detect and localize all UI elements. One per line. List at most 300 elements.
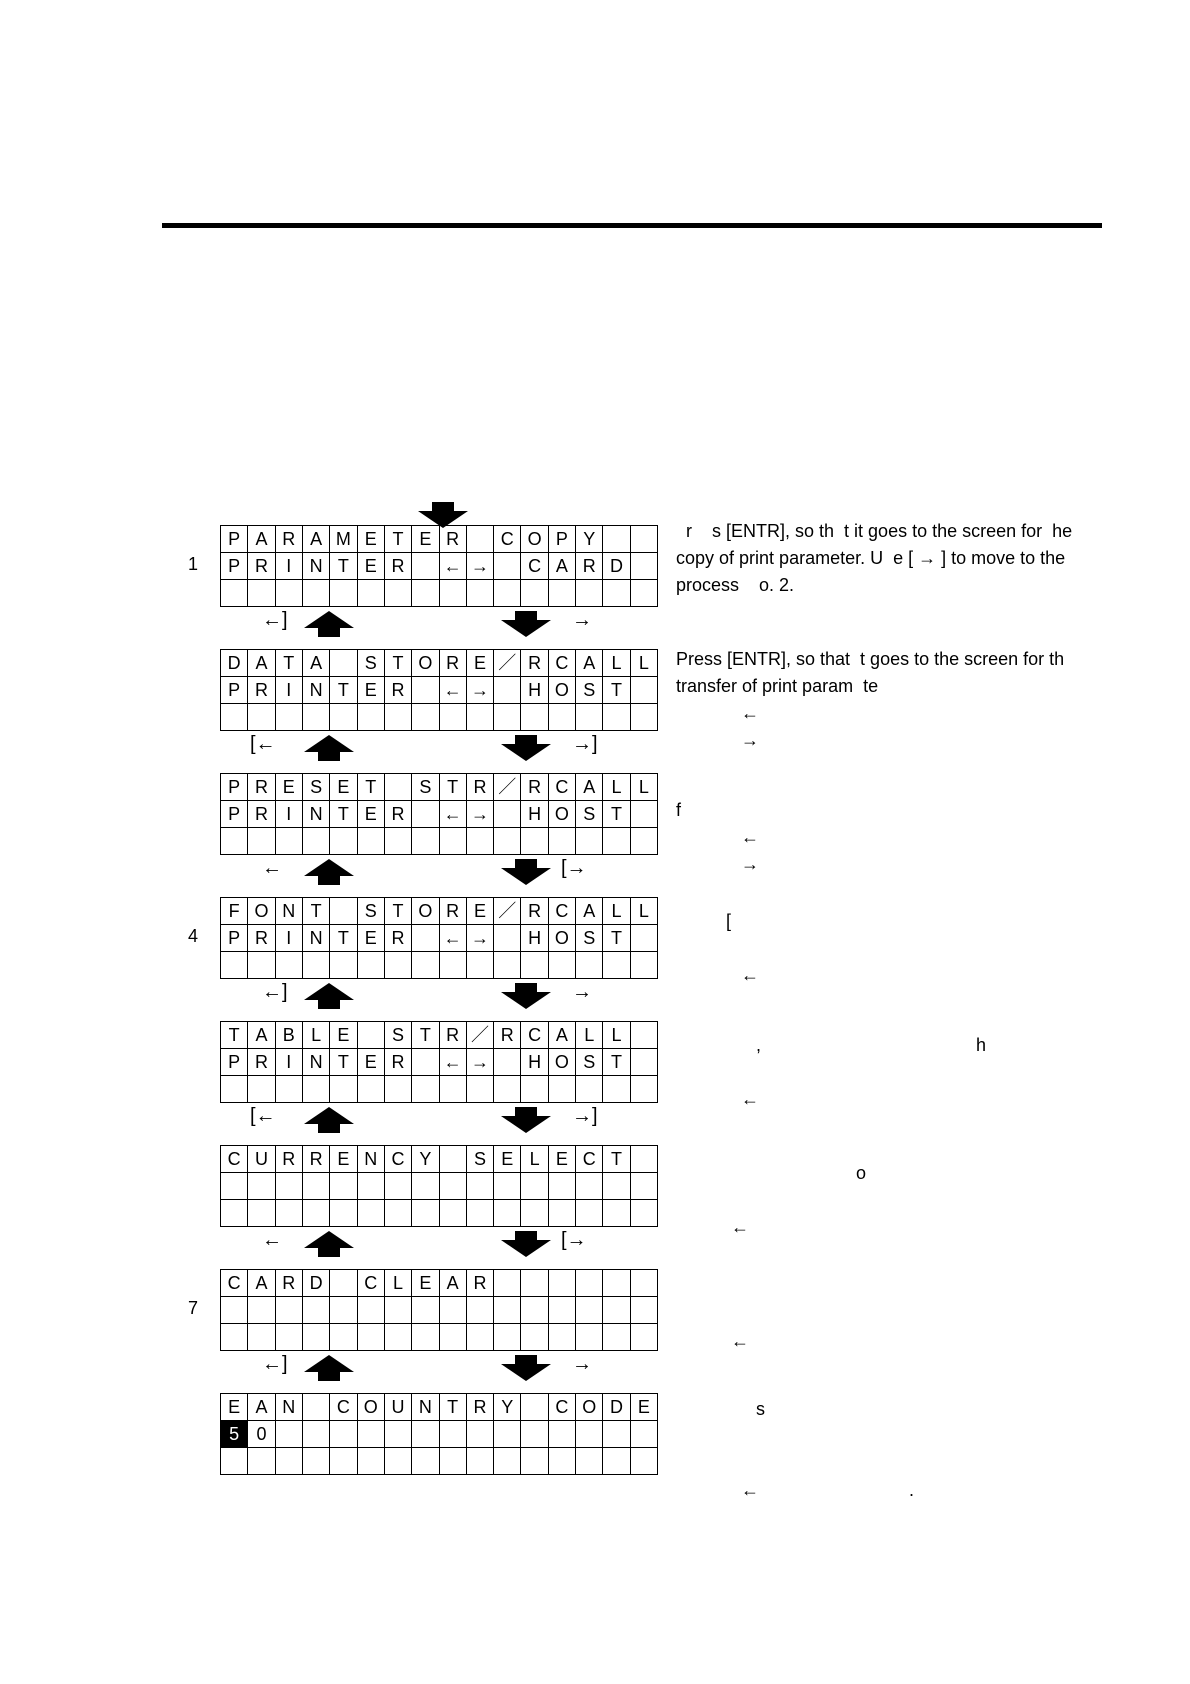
- lcd-cell: [358, 828, 385, 855]
- lcd-cell: [358, 1200, 385, 1227]
- up-arrow-icon: [304, 1355, 354, 1381]
- lcd-cell: [467, 1076, 494, 1103]
- lcd-cell: [412, 704, 439, 731]
- nav-key-left: [←: [250, 1105, 276, 1127]
- lcd-cell: →: [467, 677, 494, 704]
- lcd-cell: T: [330, 1049, 357, 1076]
- lcd-cell: I: [276, 553, 303, 580]
- lcd-cell: [330, 1297, 357, 1324]
- lcd-cell: S: [576, 677, 603, 704]
- lcd-cell: C: [494, 526, 521, 553]
- lcd-cell: [385, 952, 412, 979]
- nav-key-left: ←: [262, 857, 282, 879]
- lcd-cell: [521, 1173, 548, 1200]
- lcd-cell: S: [358, 898, 385, 925]
- lcd-cell: [221, 828, 248, 855]
- lcd-cell: [440, 828, 467, 855]
- lcd-screen: [220, 649, 658, 731]
- lcd-cell: [494, 925, 521, 952]
- lcd-cell: [276, 1297, 303, 1324]
- lcd-cell: [494, 1297, 521, 1324]
- lcd-cell: [248, 952, 275, 979]
- up-arrow-icon: [304, 735, 354, 761]
- lcd-cell: E: [358, 553, 385, 580]
- lcd-cell: [303, 704, 330, 731]
- lcd-cell: [412, 580, 439, 607]
- nav-key-right: →: [572, 1353, 592, 1375]
- header-rule: [162, 223, 1102, 228]
- lcd-cell: [330, 898, 357, 925]
- lcd-cell: [494, 1173, 521, 1200]
- lcd-cell: [221, 1448, 248, 1475]
- lcd-cell: [603, 1270, 630, 1297]
- lcd-cell: [412, 553, 439, 580]
- lcd-cell: [631, 704, 658, 731]
- lcd-cell: Y: [576, 526, 603, 553]
- lcd-cell: [303, 1173, 330, 1200]
- lcd-cell: [631, 1297, 658, 1324]
- lcd-cell: [521, 704, 548, 731]
- lcd-cell: [330, 704, 357, 731]
- lcd-cell: D: [603, 1394, 630, 1421]
- nav-key-left: ←: [262, 1229, 282, 1251]
- lcd-cell: [440, 1324, 467, 1351]
- lcd-cell: [467, 1324, 494, 1351]
- nav-key-left: [←: [250, 733, 276, 755]
- step-number: 4: [188, 926, 199, 946]
- lcd-cell: T: [330, 801, 357, 828]
- lcd-cell: [494, 704, 521, 731]
- lcd-cell: [358, 1421, 385, 1448]
- lcd-cell: R: [248, 774, 275, 801]
- lcd-cell: E: [494, 1146, 521, 1173]
- lcd-cell: T: [330, 553, 357, 580]
- lcd-cell: [248, 1297, 275, 1324]
- lcd-cell: [276, 952, 303, 979]
- lcd-cell: [330, 828, 357, 855]
- lcd-cell: A: [440, 1270, 467, 1297]
- nav-key-right: [→: [561, 1229, 587, 1251]
- lcd-cell: A: [576, 650, 603, 677]
- lcd-cell: [631, 1421, 658, 1448]
- lcd-cell: R: [494, 1022, 521, 1049]
- lcd-cell: N: [276, 1394, 303, 1421]
- lcd-cell: A: [248, 526, 275, 553]
- lcd-cell: E: [467, 650, 494, 677]
- up-arrow-icon: [304, 983, 354, 1009]
- lcd-cell: R: [576, 553, 603, 580]
- lcd-cell: [603, 1448, 630, 1475]
- lcd-cell: T: [603, 925, 630, 952]
- lcd-cell: [303, 1324, 330, 1351]
- lcd-cell: O: [358, 1394, 385, 1421]
- step-description: Press [ENTR], so that t goes to the screen for th transfer of print param te ← →: [676, 649, 1065, 750]
- lcd-cell: R: [248, 801, 275, 828]
- lcd-cell: O: [412, 650, 439, 677]
- lcd-cell: R: [385, 801, 412, 828]
- up-arrow-icon: [304, 859, 354, 885]
- lcd-cell: [467, 1448, 494, 1475]
- lcd-cell: [276, 580, 303, 607]
- lcd-cell: L: [631, 774, 658, 801]
- lcd-cell: →: [467, 553, 494, 580]
- lcd-cell: I: [276, 801, 303, 828]
- lcd-cell: C: [385, 1146, 412, 1173]
- step-description: r s [ENTR], so th t it goes to the screen for he copy of print parameter. U e [ → ] to move to the process o. 2.: [676, 521, 1073, 595]
- lcd-cell: R: [276, 1146, 303, 1173]
- lcd-cell: S: [385, 1022, 412, 1049]
- lcd-cell: [631, 1022, 658, 1049]
- lcd-cell: [440, 1146, 467, 1173]
- lcd-cell: [494, 580, 521, 607]
- lcd-cell: [303, 1200, 330, 1227]
- lcd-cell: S: [576, 801, 603, 828]
- step-description: ←: [676, 1331, 750, 1351]
- lcd-cell: [385, 704, 412, 731]
- lcd-cell: [631, 925, 658, 952]
- lcd-cell: [494, 1270, 521, 1297]
- lcd-cell: P: [221, 925, 248, 952]
- lcd-cell: N: [358, 1146, 385, 1173]
- step-description: f ← →: [676, 800, 760, 874]
- lcd-cell: T: [603, 801, 630, 828]
- lcd-cell: [221, 952, 248, 979]
- lcd-cell: E: [330, 1146, 357, 1173]
- lcd-cell: F: [221, 898, 248, 925]
- lcd-cell: E: [412, 1270, 439, 1297]
- lcd-cell: T: [412, 1022, 439, 1049]
- lcd-cell: L: [521, 1146, 548, 1173]
- lcd-cell: [276, 1421, 303, 1448]
- lcd-cell: R: [440, 898, 467, 925]
- lcd-cell: T: [603, 1049, 630, 1076]
- lcd-cell: R: [467, 1270, 494, 1297]
- lcd-cell: E: [330, 1022, 357, 1049]
- lcd-cell: R: [467, 1394, 494, 1421]
- lcd-cell: A: [549, 1022, 576, 1049]
- nav-key-right: →]: [572, 1105, 598, 1127]
- lcd-cell: [494, 553, 521, 580]
- lcd-cell: I: [276, 1049, 303, 1076]
- down-arrow-icon: [501, 1231, 551, 1257]
- lcd-cell: H: [521, 1049, 548, 1076]
- lcd-cell: [467, 952, 494, 979]
- lcd-cell: [576, 1173, 603, 1200]
- lcd-cell: T: [358, 774, 385, 801]
- lcd-screen: [220, 1269, 658, 1351]
- lcd-cell: T: [603, 677, 630, 704]
- lcd-cell: E: [358, 677, 385, 704]
- lcd-cell: [494, 828, 521, 855]
- lcd-cell: [358, 580, 385, 607]
- lcd-cell: S: [576, 925, 603, 952]
- lcd-cell: [440, 1448, 467, 1475]
- lcd-cell: [385, 1173, 412, 1200]
- lcd-cell: [330, 1421, 357, 1448]
- lcd-cell: [303, 1394, 330, 1421]
- lcd-cell: [549, 1448, 576, 1475]
- lcd-cell: [412, 1076, 439, 1103]
- lcd-cell: L: [603, 898, 630, 925]
- lcd-cell: ←: [440, 801, 467, 828]
- lcd-cell: [248, 1200, 275, 1227]
- lcd-cell: P: [549, 526, 576, 553]
- lcd-cell: E: [330, 774, 357, 801]
- lcd-cell: [330, 1448, 357, 1475]
- lcd-cell: [603, 828, 630, 855]
- lcd-cell: [412, 1297, 439, 1324]
- lcd-cell: [603, 580, 630, 607]
- up-arrow-icon: [304, 1107, 354, 1133]
- lcd-cell: [467, 1421, 494, 1448]
- lcd-cell: O: [248, 898, 275, 925]
- lcd-cell: [248, 1324, 275, 1351]
- lcd-cell: [631, 1173, 658, 1200]
- lcd-cell: [603, 1297, 630, 1324]
- lcd-cell: [248, 1448, 275, 1475]
- lcd-cell: A: [248, 1022, 275, 1049]
- lcd-cell: C: [576, 1146, 603, 1173]
- lcd-cell: H: [521, 677, 548, 704]
- lcd-cell: [631, 1200, 658, 1227]
- lcd-cell: [521, 1297, 548, 1324]
- lcd-cell: H: [521, 801, 548, 828]
- lcd-cell: [631, 677, 658, 704]
- lcd-cell: [358, 1022, 385, 1049]
- lcd-cell: [248, 704, 275, 731]
- nav-key-right: →: [572, 609, 592, 631]
- lcd-cell: [248, 1173, 275, 1200]
- lcd-cell: [330, 580, 357, 607]
- lcd-cell: A: [248, 1394, 275, 1421]
- lcd-cell: [440, 1076, 467, 1103]
- lcd-cell: R: [248, 925, 275, 952]
- lcd-cell: [358, 1324, 385, 1351]
- lcd-cell: R: [440, 1022, 467, 1049]
- lcd-cell: S: [358, 650, 385, 677]
- lcd-cell: [521, 1448, 548, 1475]
- lcd-cell: [276, 1324, 303, 1351]
- lcd-cell: R: [440, 650, 467, 677]
- lcd-cell: [412, 828, 439, 855]
- step-description: o ←: [731, 1163, 867, 1237]
- lcd-cell: [549, 704, 576, 731]
- lcd-cell: [330, 1270, 357, 1297]
- lcd-cell: [303, 1076, 330, 1103]
- lcd-cell: U: [385, 1394, 412, 1421]
- lcd-cell: [303, 1297, 330, 1324]
- lcd-cell: [603, 1324, 630, 1351]
- step-number: 7: [188, 1298, 199, 1318]
- lcd-cell: R: [521, 650, 548, 677]
- lcd-cell: [412, 1421, 439, 1448]
- down-arrow-icon: [501, 735, 551, 761]
- lcd-cell: [440, 1173, 467, 1200]
- lcd-cell: N: [303, 925, 330, 952]
- lcd-cell: C: [521, 553, 548, 580]
- up-arrow-icon: [304, 611, 354, 637]
- lcd-cell: [303, 1421, 330, 1448]
- lcd-cell: [631, 952, 658, 979]
- lcd-cell: [303, 952, 330, 979]
- lcd-cell: ／: [494, 774, 521, 801]
- lcd-cell: [549, 580, 576, 607]
- lcd-cell: R: [385, 925, 412, 952]
- lcd-cell: Y: [494, 1394, 521, 1421]
- lcd-cell: L: [576, 1022, 603, 1049]
- lcd-cell: [276, 828, 303, 855]
- lcd-cell: R: [521, 774, 548, 801]
- lcd-cell: [494, 1448, 521, 1475]
- lcd-cell: [330, 1200, 357, 1227]
- lcd-cell: [385, 1324, 412, 1351]
- lcd-cell: E: [358, 526, 385, 553]
- lcd-cell: T: [385, 650, 412, 677]
- lcd-cell: [494, 1076, 521, 1103]
- lcd-cell: [494, 801, 521, 828]
- lcd-cell: [467, 1297, 494, 1324]
- lcd-cell: O: [549, 925, 576, 952]
- lcd-cell: U: [248, 1146, 275, 1173]
- lcd-cell: [603, 704, 630, 731]
- lcd-cell: [330, 1173, 357, 1200]
- lcd-cell: [358, 704, 385, 731]
- lcd-cell: T: [440, 1394, 467, 1421]
- lcd-cell: [494, 677, 521, 704]
- lcd-cell: R: [385, 677, 412, 704]
- lcd-cell: [358, 1448, 385, 1475]
- lcd-screen: [220, 1393, 658, 1475]
- lcd-cell: [385, 1076, 412, 1103]
- nav-key-right: →: [572, 981, 592, 1003]
- lcd-cell: [521, 1270, 548, 1297]
- nav-key-left: ←]: [262, 609, 288, 631]
- lcd-cell: R: [276, 526, 303, 553]
- lcd-cell: [549, 1324, 576, 1351]
- lcd-cell: P: [221, 1049, 248, 1076]
- lcd-cell: [412, 1200, 439, 1227]
- lcd-cell: A: [303, 526, 330, 553]
- lcd-cell: N: [303, 801, 330, 828]
- lcd-cell: [330, 952, 357, 979]
- lcd-cell: [440, 952, 467, 979]
- lcd-cell: [603, 1173, 630, 1200]
- lcd-cell: [494, 952, 521, 979]
- lcd-cell: [385, 1297, 412, 1324]
- lcd-cell: C: [549, 774, 576, 801]
- lcd-cell: P: [221, 801, 248, 828]
- lcd-cell: [467, 526, 494, 553]
- lcd-cell: N: [303, 553, 330, 580]
- lcd-cell: [631, 580, 658, 607]
- nav-key-left: ←]: [262, 981, 288, 1003]
- lcd-cell: S: [303, 774, 330, 801]
- lcd-cell: O: [549, 801, 576, 828]
- lcd-cell: [521, 1394, 548, 1421]
- lcd-cell: E: [358, 1049, 385, 1076]
- lcd-cell: [521, 580, 548, 607]
- lcd-cell: E: [549, 1146, 576, 1173]
- lcd-cell: [248, 580, 275, 607]
- lcd-screen: [220, 897, 658, 979]
- nav-key-right: [→: [561, 857, 587, 879]
- lcd-cell: C: [221, 1146, 248, 1173]
- lcd-cell: [221, 1200, 248, 1227]
- lcd-cell: [576, 952, 603, 979]
- lcd-cell: R: [303, 1146, 330, 1173]
- lcd-cell: L: [303, 1022, 330, 1049]
- lcd-cell: [440, 1200, 467, 1227]
- lcd-cell: [385, 1448, 412, 1475]
- lcd-cell: L: [603, 774, 630, 801]
- lcd-cell: [576, 1421, 603, 1448]
- lcd-cell: [358, 1076, 385, 1103]
- lcd-cell: [358, 1297, 385, 1324]
- lcd-screen: [220, 525, 658, 607]
- lcd-cell: [603, 1076, 630, 1103]
- lcd-cell: [549, 1270, 576, 1297]
- lcd-cell: [221, 580, 248, 607]
- lcd-cell: [303, 1448, 330, 1475]
- lcd-cell: [631, 828, 658, 855]
- lcd-cell: S: [576, 1049, 603, 1076]
- lcd-cell: [412, 1173, 439, 1200]
- lcd-cell: A: [303, 650, 330, 677]
- lcd-cell: S: [467, 1146, 494, 1173]
- lcd-cell: [303, 828, 330, 855]
- lcd-cell: R: [385, 1049, 412, 1076]
- lcd-cell: [412, 925, 439, 952]
- nav-key-right: →]: [572, 733, 598, 755]
- lcd-cell: [440, 1421, 467, 1448]
- lcd-cell: T: [276, 650, 303, 677]
- lcd-cell: [549, 1421, 576, 1448]
- lcd-cell: [221, 1324, 248, 1351]
- lcd-cell: A: [248, 650, 275, 677]
- lcd-cell: I: [276, 677, 303, 704]
- lcd-cell: P: [221, 526, 248, 553]
- lcd-cell: [248, 828, 275, 855]
- lcd-cell: [385, 828, 412, 855]
- lcd-cell: N: [303, 677, 330, 704]
- lcd-cell: T: [440, 774, 467, 801]
- lcd-cell: [549, 1200, 576, 1227]
- lcd-cell: [521, 1324, 548, 1351]
- lcd-cell: 0: [248, 1421, 275, 1448]
- lcd-cell: [521, 828, 548, 855]
- lcd-cell: [494, 1421, 521, 1448]
- lcd-cell: [576, 1297, 603, 1324]
- lcd-cell: [521, 1200, 548, 1227]
- lcd-cell: O: [549, 1049, 576, 1076]
- lcd-cell: R: [248, 1049, 275, 1076]
- lcd-cell: [494, 1200, 521, 1227]
- lcd-cell: C: [221, 1270, 248, 1297]
- lcd-cell: [576, 828, 603, 855]
- lcd-cell: [412, 677, 439, 704]
- lcd-cell: [631, 1146, 658, 1173]
- lcd-cell: [603, 952, 630, 979]
- lcd-cell: [521, 952, 548, 979]
- lcd-cell: ←: [440, 677, 467, 704]
- lcd-cell: [549, 952, 576, 979]
- lcd-cell: [358, 1173, 385, 1200]
- lcd-cell: ←: [440, 925, 467, 952]
- lcd-cell: [412, 801, 439, 828]
- lcd-cell: T: [330, 677, 357, 704]
- lcd-cell: D: [303, 1270, 330, 1297]
- lcd-cell: P: [221, 553, 248, 580]
